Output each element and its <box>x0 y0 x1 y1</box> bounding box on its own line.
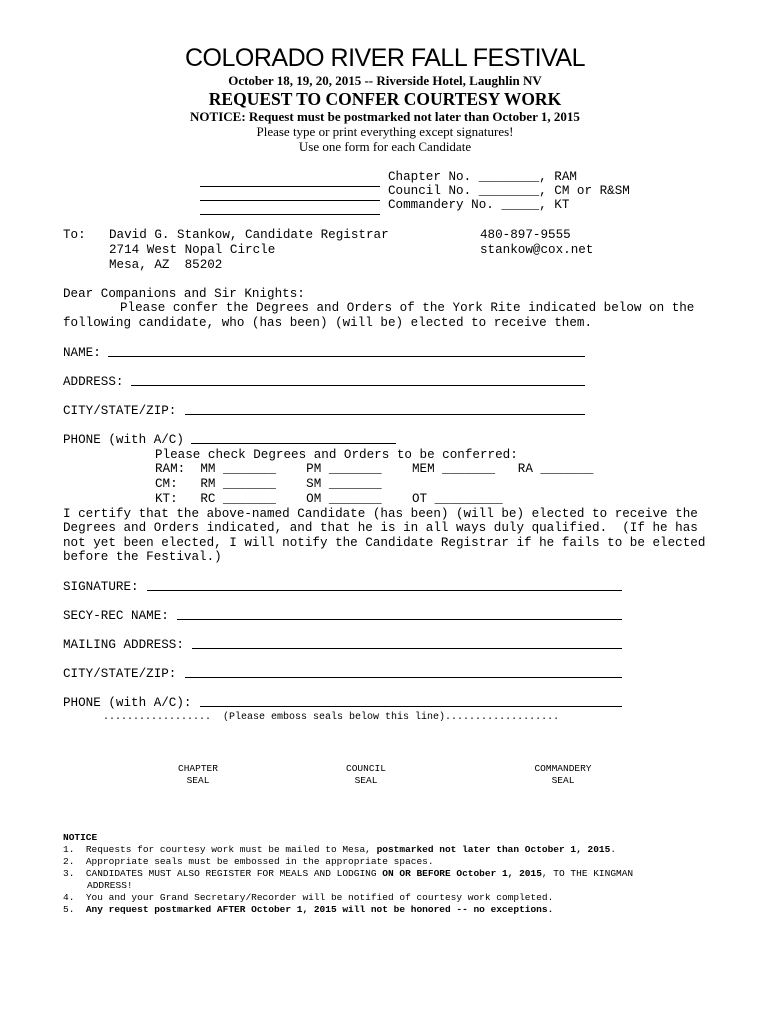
candidate-address-label: ADDRESS: <box>63 375 124 389</box>
notice-text: CANDIDATES MUST ALSO REGISTER FOR MEALS AND LODGING <box>85 868 383 879</box>
council-number-label: Council No. ________, CM or R&SM <box>388 184 630 198</box>
one-form-instruction: Use one form for each Candidate <box>298 139 472 154</box>
certify-line-1: I certify that the above-named Candidate (has been) (will be) elected to receive the <box>63 507 698 521</box>
certify-line-2: Degrees and Orders indicated, and that he is in all ways duly qualified. (If he has <box>63 521 698 535</box>
certify-line-3: not yet been elected, I will notify the Candidate Registrar if he fails to be elected <box>63 536 706 550</box>
signature-field[interactable] <box>147 590 622 591</box>
registrar-name: David G. Stankow, Candidate Registrar <box>109 228 389 242</box>
secretary-city-label: CITY/STATE/ZIP: <box>63 667 177 681</box>
secy-rec-name-field[interactable] <box>177 619 622 620</box>
salutation: Dear Companions and Sir Knights: <box>63 287 305 301</box>
notice-number: 1. <box>63 844 75 855</box>
notice-item <box>63 856 434 868</box>
registrar-address: 2714 West Nopal Circle <box>109 243 276 257</box>
notice-number: 5. <box>63 904 75 915</box>
notice-text-end: . <box>610 844 617 855</box>
notice-text: You and your Grand Secretary/Recorder will be notified of courtesy work completed. <box>85 892 554 903</box>
notice-bold-text: ON OR BEFORE October 1, 2015 <box>382 868 542 879</box>
festival-dates: October 18, 19, 20, 2015 -- Riverside Hotel, Laughlin NV <box>228 73 542 88</box>
notice-item <box>63 868 633 880</box>
council-seal-title: COUNCIL <box>346 763 386 774</box>
commandery-number-label: Commandery No. _____, KT <box>388 198 570 212</box>
notice-number: 3. <box>63 868 75 879</box>
kt-orders[interactable]: KT: RC _______ OM _______ OT _________ <box>155 492 503 506</box>
secretary-phone-label: PHONE (with A/C): <box>63 696 192 710</box>
commandery-seal-area <box>515 763 611 787</box>
notice-item <box>63 844 616 856</box>
notice-text: Requests for courtesy work must be mailed to Mesa, <box>85 844 377 855</box>
to-label: To: <box>63 228 86 242</box>
cm-degrees[interactable]: CM: RM _______ SM _______ <box>155 477 382 491</box>
registrar-phone: 480-897-9555 <box>480 228 571 242</box>
certify-line-4: before the Festival.) <box>63 550 222 564</box>
signature-label: SIGNATURE: <box>63 580 139 594</box>
notice-bold-text: Any request postmarked AFTER October 1, 2015 will not be honored -- no exceptions. <box>85 904 554 915</box>
candidate-phone-label: PHONE (with A/C) <box>63 433 184 447</box>
notice-text-end: , TO THE KINGMAN <box>541 868 634 879</box>
notice-bold-text: postmarked not later than October 1, 2015 <box>376 844 611 855</box>
festival-title: COLORADO RIVER FALL FESTIVAL <box>184 44 585 72</box>
chapter-number-label: Chapter No. ________, RAM <box>388 170 577 184</box>
notice-item <box>63 892 553 904</box>
chapter-seal-area <box>150 763 246 787</box>
postmark-notice: NOTICE: Request must be postmarked not later than October 1, 2015 <box>190 109 580 124</box>
council-seal-area <box>318 763 414 787</box>
secretary-phone-field[interactable] <box>200 706 622 707</box>
degrees-instruction: Please check Degrees and Orders to be conferred: <box>155 448 518 462</box>
registrar-email[interactable]: stankow@cox.net <box>480 243 594 257</box>
registrar-city: Mesa, AZ 85202 <box>109 258 223 272</box>
emboss-instruction: .................. (Please emboss seals below this line)................... <box>103 712 560 723</box>
candidate-phone-field[interactable] <box>191 443 396 444</box>
chapter-seal-title: CHAPTER <box>178 763 218 774</box>
commandery-seal-word: SEAL <box>551 775 575 786</box>
council-name-line[interactable] <box>200 200 380 201</box>
notice-item <box>63 904 553 916</box>
type-print-instruction: Please type or print everything except signatures! <box>256 124 514 139</box>
candidate-city-label: CITY/STATE/ZIP: <box>63 404 177 418</box>
notice-text: Appropriate seals must be embossed in the appropriate spaces. <box>85 856 434 867</box>
secretary-city-field[interactable] <box>185 677 622 678</box>
candidate-name-field[interactable] <box>108 356 585 357</box>
notice-heading: NOTICE <box>63 832 98 843</box>
commandery-seal-title: COMMANDERY <box>534 763 592 774</box>
candidate-name-label: NAME: <box>63 346 101 360</box>
mailing-address-field[interactable] <box>192 648 622 649</box>
notice-number: 2. <box>63 856 75 867</box>
form-title: REQUEST TO CONFER COURTESY WORK <box>208 89 562 109</box>
notice-number: 4. <box>63 892 75 903</box>
chapter-name-line[interactable] <box>200 186 380 187</box>
candidate-address-field[interactable] <box>131 385 585 386</box>
secy-rec-name-label: SECY-REC NAME: <box>63 609 169 623</box>
letter-line-1: Please confer the Degrees and Orders of the York Rite indicated below on the <box>120 301 695 315</box>
commandery-name-line[interactable] <box>200 214 380 215</box>
candidate-city-field[interactable] <box>185 414 585 415</box>
mailing-address-label: MAILING ADDRESS: <box>63 638 184 652</box>
council-seal-word: SEAL <box>354 775 378 786</box>
ram-degrees[interactable]: RAM: MM _______ PM _______ MEM _______ RA _______ <box>155 462 594 476</box>
notice-item-continued: ADDRESS! <box>87 880 133 891</box>
letter-line-2: following candidate, who (has been) (will be) elected to receive them. <box>63 316 593 330</box>
chapter-seal-word: SEAL <box>186 775 210 786</box>
